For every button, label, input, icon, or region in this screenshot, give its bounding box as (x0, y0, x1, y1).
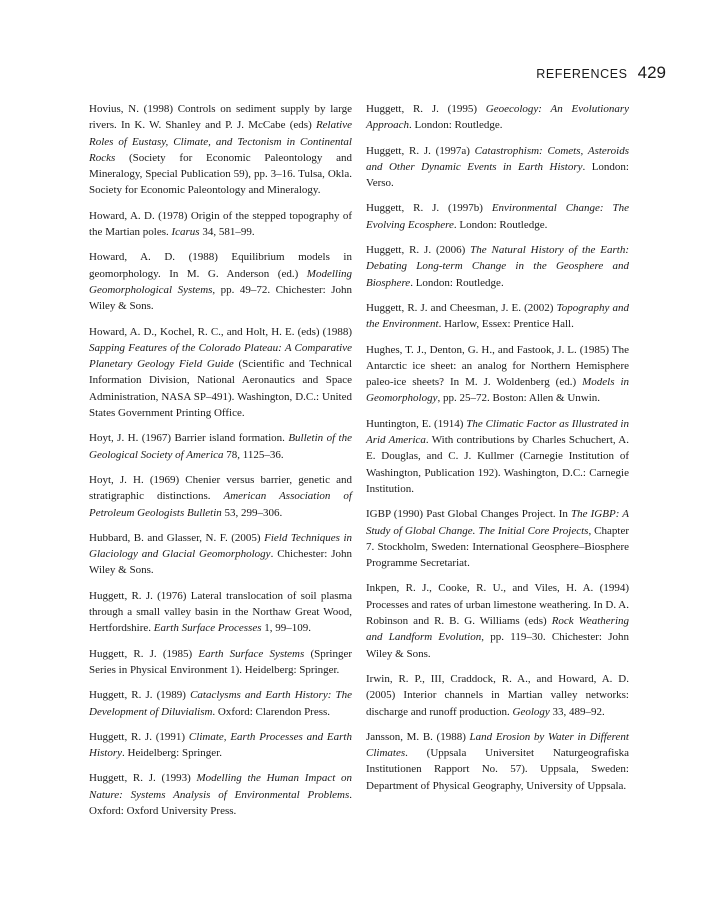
reference-title: The IGBP: A Study of Global Change. The Initial Core Projects (366, 508, 629, 537)
reference-title: Geoecology: An Evolutionary Approach (366, 103, 629, 132)
reference-text: Howard, A. D. (1978) Origin of the stepped topography of the Martian poles. (89, 209, 352, 239)
section-title: REFERENCES (536, 67, 628, 81)
reference-entry (366, 729, 629, 794)
reference-text: Huggett, R. J. (1976) Lateral translocation of soil plasma through a small valley basin in the Northaw Great Wood, Hertfordshire. (89, 589, 352, 635)
reference-text: . Oxford: Clarendon Press. (212, 705, 331, 718)
reference-text: . (Uppsala Universitet Naturgeografiska Institutionen Rapport No. 57). Uppsala, Sweden: Department of Physical Geography, University of Uppsala. (366, 747, 629, 792)
reference-text: . Heidelberg: Springer. (122, 747, 222, 760)
reference-title: Cataclysms and Earth History: The Development of Diluvialism (89, 689, 352, 718)
reference-text: Huggett, R. J. (1985) (89, 647, 199, 660)
reference-entry (89, 588, 352, 637)
reference-text: (Scientific and Technical Information Division, National Aeronautics and Space Administration, NASA SP–491). Washington, D.C.: United States Government Printing Office. (89, 358, 352, 420)
reference-title: Geology (512, 705, 550, 718)
reference-entry (366, 342, 629, 407)
reference-text: Huggett, R. J. (2006) (366, 244, 471, 257)
reference-text: , pp. 119–30. Chichester: John Wiley & Sons. (366, 631, 630, 660)
reference-entry (366, 671, 629, 720)
reference-text: , pp. 25–72. Boston: Allen & Unwin. (437, 392, 601, 405)
reference-entry (89, 208, 352, 241)
reference-text: Huggett, R. J. (1997b) (366, 202, 492, 215)
reference-entry (89, 430, 352, 463)
reference-text: . London: Verso. (366, 160, 629, 190)
reference-entry (366, 143, 629, 192)
reference-text: Hughes, T. J., Denton, G. H., and Fastook, J. L. (1985) The Antarctic ice sheet: an analog for Northern Hemisphere paleo-ice sheets? In M. J. Woldenberg (ed.) (366, 343, 629, 389)
reference-title: The Natural History of the Earth: Debating Long-term Change in the Geosphere and Biosphere (366, 244, 629, 289)
reference-text: Huggett, R. J. and Cheesman, J. E. (2002) (366, 301, 557, 314)
reference-title: Climate, Earth Processes and Earth History (89, 730, 352, 760)
reference-title: Sapping Features of the Colorado Plateau: A Comparative Planetary Geology Field Guide (89, 341, 352, 371)
reference-text: 33, 489–92. (549, 705, 605, 718)
reference-title: Modelling Geomorphological Systems (89, 267, 352, 296)
references-left-column (89, 101, 352, 828)
reference-entry (89, 646, 352, 679)
reference-text: . London: Routledge. (410, 276, 504, 289)
reference-text: Huggett, R. J. (1997a) (366, 144, 475, 157)
reference-title: Topography and the Environment (366, 301, 629, 331)
reference-text: Jansson, M. B. (1988) (366, 730, 470, 743)
reference-title: Icarus (171, 226, 200, 239)
reference-entry (89, 729, 352, 762)
reference-title: Land Erosion by Water in Different Climates (366, 730, 629, 760)
reference-text: Huggett, R. J. (1989) (89, 689, 191, 702)
reference-text: Hovius, N. (1998) Controls on sediment supply by large rivers. In K. W. Shanley and P. J. McCabe (eds) (89, 103, 352, 132)
reference-entry (366, 300, 629, 333)
reference-text: Huggett, R. J. (1991) (89, 730, 189, 743)
reference-entry (89, 770, 352, 819)
reference-text: Huggett, R. J. (1993) (89, 772, 197, 785)
reference-text: . London: Routledge. (453, 218, 548, 231)
reference-entry (89, 472, 352, 521)
reference-text: IGBP (1990) Past Global Changes Project. In (366, 508, 572, 521)
reference-title: Relative Roles of Eustasy, Climate, and Tectonism in Continental Rocks (89, 119, 352, 164)
reference-text: Huggett, R. J. (1995) (366, 103, 486, 115)
reference-entry (366, 101, 629, 134)
reference-text: Huntington, E. (1914) (366, 417, 467, 430)
reference-text: Howard, A. D., Kochel, R. C., and Holt, H. E. (eds) (1988) (89, 325, 352, 338)
reference-text: . Harlow, Essex: Prentice Hall. (438, 318, 574, 331)
reference-text: . Oxford: Oxford University Press. (89, 788, 352, 817)
reference-title: American Association of Petroleum Geologists Bulletin (89, 490, 352, 519)
page-number: 429 (637, 63, 666, 82)
reference-entry (89, 101, 352, 199)
reference-text: . London: Routledge. (408, 119, 503, 132)
reference-entry (89, 249, 352, 314)
reference-text: Hoyt, J. H. (1967) Barrier island formation. (89, 432, 289, 445)
reference-text: . With contributions by Charles Schuchert, A. E. Douglas, and C. J. Kullmer (Carnegie Institution of Washington, Publication 192). Washington, D.C.: Carnegie Institution. (366, 434, 629, 495)
reference-title: Modelling the Human Impact on Nature: Systems Analysis of Environmental Problems (89, 772, 352, 801)
reference-text: Howard, A. D. (1988) Equilibrium models in geomorphology. In M. G. Anderson (ed.) (89, 251, 352, 280)
reference-text: 78, 1125–36. (223, 448, 284, 461)
reference-entry (89, 530, 352, 579)
reference-title: Field Techniques in Glaciology and Glacial Geomorphology (89, 531, 352, 561)
reference-entry (366, 200, 629, 233)
reference-title: Models in Geomorphology (366, 376, 629, 405)
reference-title: Earth Surface Systems (198, 647, 305, 660)
reference-entry (366, 506, 629, 571)
reference-text: . Chichester: John Wiley & Sons. (89, 548, 352, 577)
reference-title: Bulletin of the Geological Society of America (89, 432, 352, 461)
reference-text: 34, 581–99. (199, 226, 255, 239)
reference-text: (Society for Economic Paleontology and Mineralogy, Special Publication 59), pp. 3–16. Tulsa, Okla. Society for Economic Paleontology and Mineralogy. (89, 151, 352, 197)
reference-text: Irwin, R. P., III, Craddock, R. A., and Howard, A. D. (2005) Interior channels in Martian valley networks: discharge and runoff production. (366, 672, 629, 718)
reference-title: Rock Weathering and Landform Evolution (366, 615, 629, 644)
reference-title: Earth Surface Processes (153, 622, 262, 635)
reference-text: Hoyt, J. H. (1969) Chenier versus barrier, genetic and stratigraphic distinctions. (89, 473, 352, 503)
reference-title: Environmental Change: The Evolving Ecosphere (366, 202, 629, 231)
reference-entry (89, 687, 352, 720)
reference-text: , pp. 49–72. Chichester: John Wiley & Sons. (89, 283, 352, 313)
reference-text: Inkpen, R. J., Cooke, R. U., and Viles, H. A. (1994) Processes and rates of urban limestone weathering. In D. A. Robinson and R. B. G. Williams (eds) (366, 582, 629, 628)
reference-title: The Climatic Factor as Illustrated in Arid America (366, 417, 629, 447)
references-right-column (366, 101, 629, 803)
reference-entry (366, 416, 629, 497)
reference-text: 53, 299–306. (221, 506, 283, 519)
reference-title: Catastrophism: Comets, Asteroids and Other Dynamic Events in Earth History (366, 144, 629, 173)
reference-text: Hubbard, B. and Glasser, N. F. (2005) (89, 531, 265, 544)
reference-text: , Chapter 7. Stockholm, Sweden: International Geosphere–Biosphere Programme Secretariat. (366, 524, 629, 570)
reference-entry (366, 580, 629, 661)
reference-entry (366, 242, 629, 291)
reference-entry (89, 324, 352, 422)
reference-text: (Springer Series in Physical Environment 1). Heidelberg: Springer. (89, 647, 353, 676)
reference-text: 1, 99–109. (261, 622, 312, 635)
running-head (536, 63, 666, 83)
